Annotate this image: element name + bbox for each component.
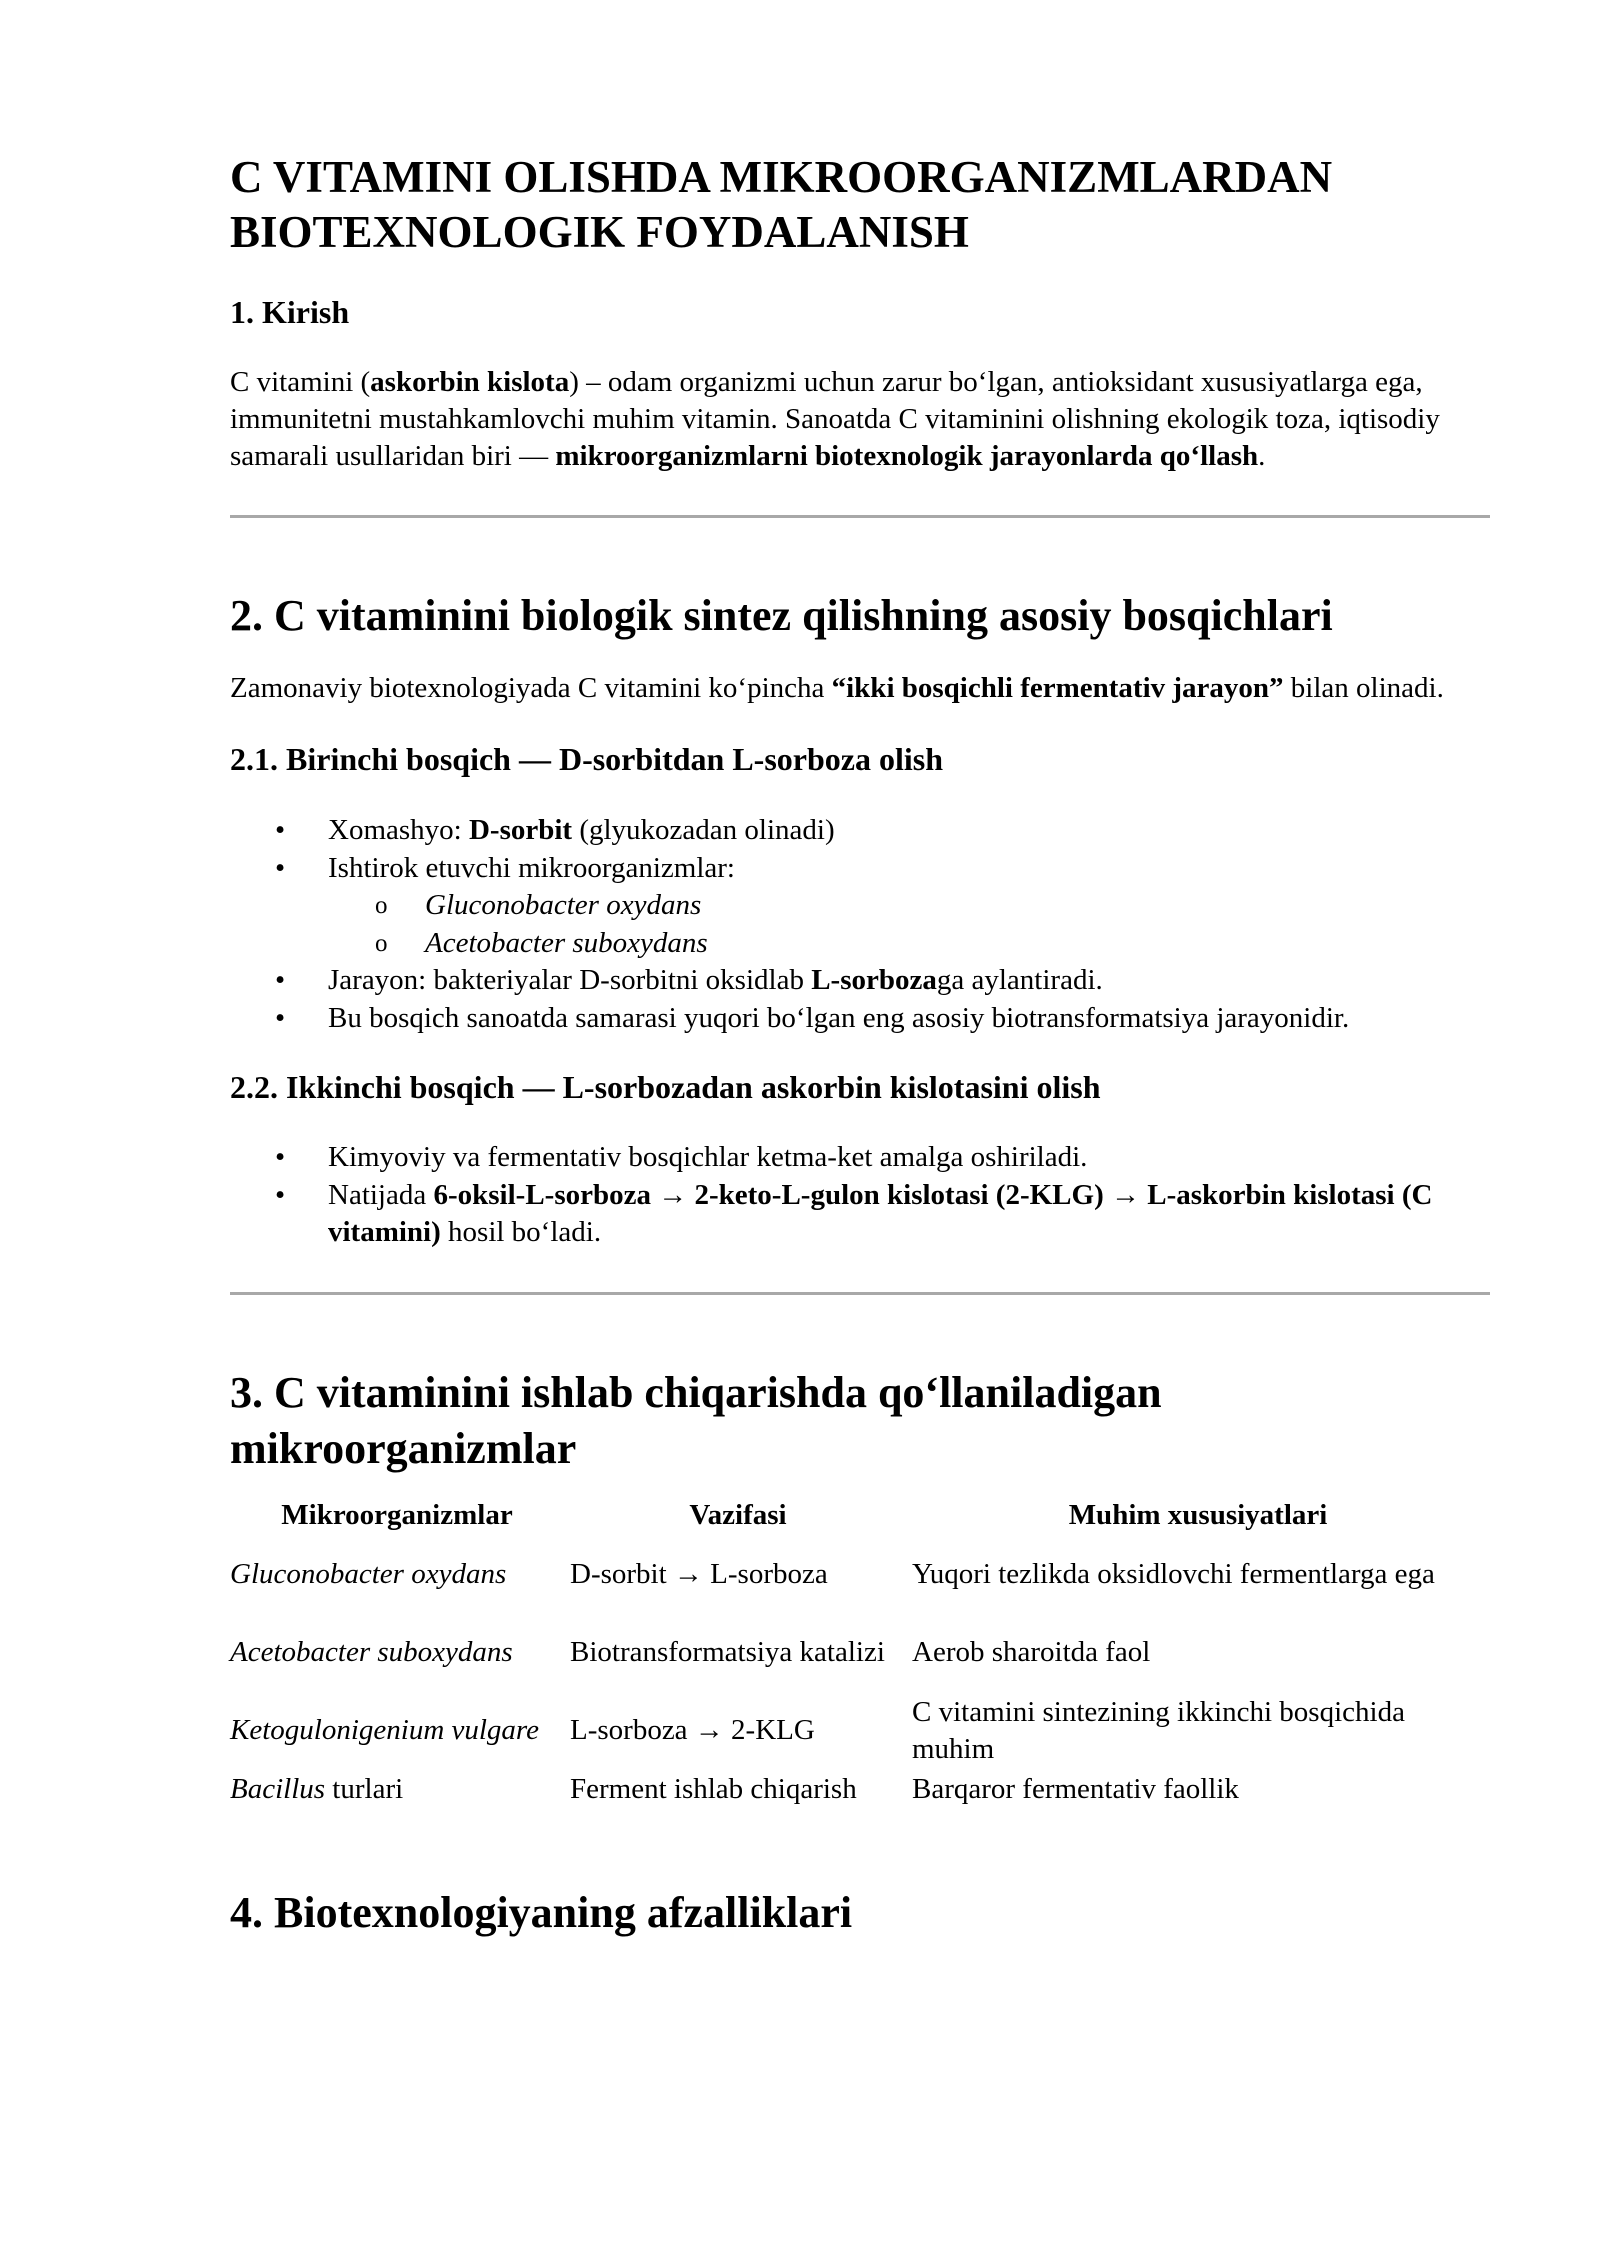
list-item-bold: 6-oksil-L-sorboza → 2-keto-L-gulon kislotasi (2-KLG) → L-askorbin kislotasi (C vitamini): [328, 1178, 1433, 1248]
table-cell-properties: Barqaror fermentativ faollik: [912, 1773, 1239, 1805]
list-item: • Kimyoviy va fermentativ bosqichlar ketma-ket amalga oshiriladi.: [230, 1139, 1490, 1177]
table-header-row: [227, 1495, 1487, 1536]
list-item: • Bu bosqich sanoatda samarasi yuqori bo‘lgan eng asosiy biotransformatsiya jarayonidir.: [230, 1000, 1490, 1038]
section3-heading-line1: 3. C vitaminini ishlab chiqarishda qo‘llaniladigan: [230, 1367, 1162, 1417]
section2-intro-text-1: Zamonaviy biotexnologiyada C vitamini ko‘pincha: [230, 672, 832, 704]
document-body: [230, 150, 1490, 1941]
list-item-text: Ishtirok etuvchi mikroorganizmlar:: [328, 851, 735, 884]
table-header-cell: Vazifasi: [689, 1498, 787, 1531]
list-item-text: (glyukozadan olinadi): [572, 814, 835, 846]
section4-heading: 4. Biotexnologiyaning afzalliklari: [230, 1887, 853, 1937]
organism-name: Acetobacter suboxydans: [230, 1636, 513, 1668]
table-cell-organism: [227, 1614, 567, 1692]
list-item-text: Jarayon: bakteriyalar D-sorbitni oksidlab: [328, 964, 812, 996]
table-header-cell: Muhim xususiyatlari: [1068, 1498, 1328, 1531]
list-item-text: Natijada: [328, 1178, 434, 1211]
section2-2-heading: 2.2. Ikkinchi bosqich — L-sorbozadan askorbin kislotasini olish: [230, 1069, 1101, 1105]
document-title-line1: C VITAMINI OLISHDA MIKROORGANIZMLARDAN: [230, 152, 1333, 202]
section1-text-3: .: [1258, 440, 1266, 472]
section2-heading: 2. C vitaminini biologik sintez qilishning asosiy bosqichlari: [230, 591, 1333, 640]
table-row: [227, 1692, 1487, 1770]
table-cell-role: L-sorboza → 2-KLG: [570, 1714, 815, 1746]
list-item-text: hosil bo‘ladi.: [440, 1216, 602, 1248]
table-cell-role: D-sorbit → L-sorboza: [570, 1558, 828, 1590]
list-item: [230, 850, 1490, 963]
divider-1: [230, 515, 1490, 518]
sublist-item: o Gluconobacter oxydans: [230, 887, 1490, 925]
list-item-bold: D-sorbit: [468, 814, 573, 846]
section2-2-list: [230, 1139, 1490, 1252]
organism-name: Gluconobacter oxydans: [230, 1558, 507, 1590]
section1-bold-1: askorbin kislota: [370, 366, 570, 398]
section2-intro: [230, 670, 1490, 707]
table-header-cell: Mikroorganizmlar: [281, 1498, 513, 1531]
table-cell-role: Ferment ishlab chiqarish: [570, 1773, 857, 1805]
section3-heading-line2: mikroorganizmlar: [230, 1423, 577, 1473]
organism-suffix: turlari: [325, 1773, 404, 1805]
divider-2: [230, 1292, 1490, 1295]
table-cell-role: Biotransformatsiya katalizi: [570, 1636, 885, 1668]
microorganisms-table: [227, 1495, 1487, 1810]
section3-heading: [230, 1365, 1490, 1477]
section1-text-1: C vitamini (: [230, 366, 371, 398]
section1-heading: 1. Kirish: [230, 294, 350, 330]
section2-intro-bold: “ikki bosqichli fermentativ jarayon”: [831, 672, 1284, 704]
table-cell-organism: [227, 1692, 567, 1770]
table-cell-properties: C vitamini sintezining ikkinchi bosqichida muhim: [912, 1695, 1405, 1765]
list-item-text: ga aylantiradi.: [936, 964, 1103, 996]
document-title-line2: BIOTEXNOLOGIK FOYDALANISH: [230, 207, 969, 257]
organism-name: Ketogulonigenium vulgare: [230, 1714, 540, 1746]
section1-paragraph: [230, 364, 1490, 475]
section1-bold-2: mikroorganizmlarni biotexnologik jarayonlarda qo‘llash: [555, 440, 1259, 472]
table-row: [227, 1536, 1487, 1614]
table-cell-properties: Aerob sharoitda faol: [912, 1636, 1151, 1668]
list-item-bold: L-sorboza: [811, 964, 937, 996]
table-row: [227, 1614, 1487, 1692]
section2-1-list: [230, 812, 1490, 1037]
table-row: [227, 1770, 1487, 1810]
list-item: [230, 1177, 1490, 1252]
document-title: [230, 150, 1490, 260]
organism-sublist: [328, 887, 1490, 962]
sublist-item: o Acetobacter suboxydans: [230, 925, 1490, 963]
section2-intro-text-2: bilan olinadi.: [1283, 672, 1444, 704]
section2-1-heading: 2.1. Birinchi bosqich — D-sorbitdan L-sorboza olish: [230, 741, 943, 777]
table-cell-organism: [227, 1770, 567, 1810]
list-item: [230, 812, 1490, 850]
table-cell-organism: [227, 1536, 567, 1614]
list-item-text: Xomashyo:: [328, 814, 469, 846]
table-cell-properties: Yuqori tezlikda oksidlovchi fermentlarga ega: [912, 1558, 1435, 1590]
organism-name: Bacillus: [230, 1773, 326, 1805]
section1-text-2: ) – odam organizmi uchun zarur bo‘lgan, antioksidant xususiyatlarga ega, immunitetni mustahkamlovchi muhim vitamin. Sanoatda C vitaminini olishning ekologik toza, iqtisodiy samarali usullaridan biri —: [230, 366, 1440, 472]
list-item: [230, 962, 1490, 1000]
